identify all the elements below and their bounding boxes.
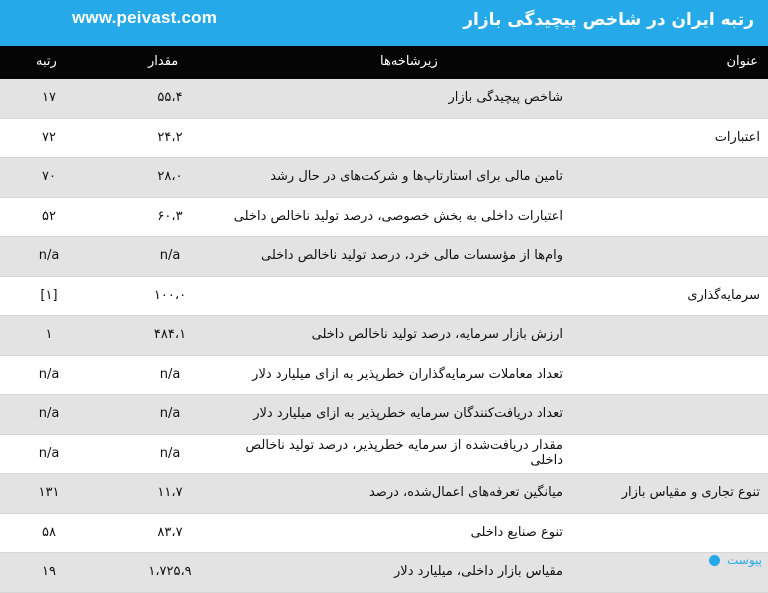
row-value: ۱۱،۷	[157, 485, 183, 500]
row-rank: ۱	[45, 327, 53, 342]
row-rank: ۵۲	[42, 208, 56, 224]
site-url: www.peivast.com	[72, 8, 218, 27]
row-rank: n/a	[38, 445, 60, 461]
table-row	[0, 237, 768, 277]
logo-dot-icon	[709, 555, 720, 566]
table-row	[0, 79, 768, 119]
row-sub: تامین مالی برای استارتاپ‌ها و شرکت‌های در حال رشد	[270, 169, 563, 184]
row-sub: اعتبارات داخلی به بخش خصوصی، درصد تولید ناخالص داخلی	[233, 208, 563, 224]
peivast-logo	[682, 553, 762, 573]
row-title: اعتبارات	[714, 129, 760, 145]
row-value: n/a	[159, 366, 181, 382]
row-sub: وام‌ها از مؤسسات مالی خرد، درصد تولید ناخالص داخلی	[261, 248, 563, 263]
row-rank: ۵۸	[42, 524, 56, 540]
table-row	[0, 277, 768, 317]
row-value: ۲۴،۲	[157, 129, 183, 145]
column-title: عنوان	[726, 54, 758, 69]
row-value: ۴۸۴،۱	[153, 327, 187, 342]
column-subindicator: زیرشاخه‌ها	[380, 54, 438, 69]
row-value: ۵۵،۴	[157, 90, 183, 105]
table-row	[0, 316, 768, 356]
row-sub: تنوع صنایع داخلی	[470, 524, 563, 540]
row-sub: شاخص پیچیدگی بازار	[448, 90, 563, 105]
row-rank: ۷۲	[42, 129, 56, 145]
row-title: سرمایه‌گذاری	[687, 287, 760, 303]
row-sub: ارزش بازار سرمایه، درصد تولید ناخالص داخلی	[311, 327, 563, 342]
table-row	[0, 198, 768, 238]
row-value: n/a	[159, 406, 181, 421]
logo-text: پیوست	[727, 553, 762, 567]
row-rank: ۱۳۱	[38, 485, 60, 500]
row-rank: ۷۰	[42, 169, 56, 184]
page-title: رتبه ایران در شاخص پیچیدگی بازار	[463, 10, 754, 30]
row-sub: تعداد معاملات سرمایه‌گذاران خطرپذیر به ازای میلیارد دلار	[252, 366, 563, 382]
table-row	[0, 474, 768, 514]
column-value: مقدار	[148, 54, 179, 69]
table-row	[0, 395, 768, 435]
row-rank: n/a	[38, 366, 60, 382]
table-row	[0, 514, 768, 554]
row-rank: n/a	[38, 248, 60, 263]
table-body	[0, 79, 768, 593]
row-value: ۲۸،۰	[157, 169, 183, 184]
row-value: ۱،۷۲۵،۹	[148, 564, 192, 579]
column-rank: رتبه	[36, 54, 57, 69]
row-rank: [۱]	[40, 287, 58, 303]
table-row	[0, 356, 768, 396]
row-title: تنوع تجاری و مقیاس بازار	[621, 485, 760, 500]
row-value: n/a	[159, 248, 181, 263]
table-row	[0, 119, 768, 159]
row-rank: n/a	[38, 406, 60, 421]
row-sub: مقیاس بازار داخلی، میلیارد دلار	[394, 564, 563, 579]
row-value: ۸۳،۷	[157, 524, 183, 540]
row-sub: تعداد دریافت‌کنندگان سرمایه خطرپذیر به ازای میلیارد دلار	[253, 406, 563, 421]
row-rank: ۱۹	[42, 564, 56, 579]
table-row	[0, 553, 768, 593]
row-sub: مقدار دریافت‌شده از سرمایه خطرپذیر، درصد تولید ناخالص داخلی	[245, 437, 563, 468]
row-value: ۶۰،۳	[157, 208, 183, 224]
table-header	[0, 46, 768, 79]
table-row	[0, 435, 768, 475]
table-row	[0, 158, 768, 198]
row-value: ۱۰۰،۰	[153, 287, 187, 303]
row-value: n/a	[159, 445, 181, 461]
row-rank: ۱۷	[42, 90, 56, 105]
header-bar	[0, 0, 768, 46]
row-sub: میانگین تعرفه‌های اعمال‌شده، درصد	[368, 485, 563, 500]
